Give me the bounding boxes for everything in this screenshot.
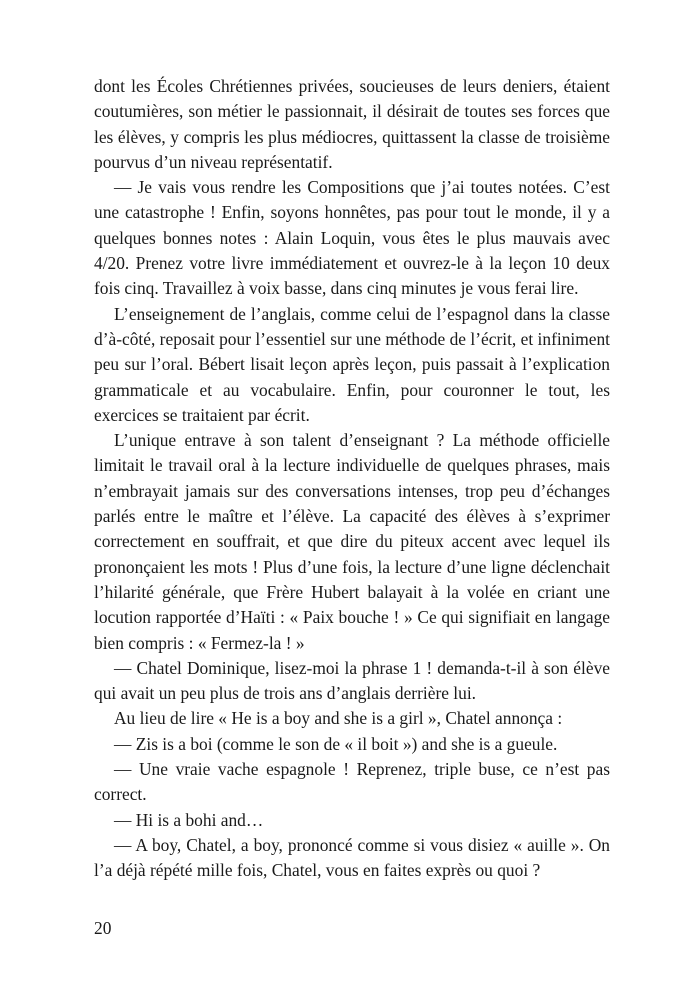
page-body-text: [94, 74, 610, 884]
paragraph-7: — Zis is a boi (comme le son de « il boit ») and she is a gueule.: [114, 733, 558, 754]
paragraph-3: L’enseignement de l’anglais, comme celui de l’espagnol dans la classe d’à-côté, reposait pour l’essentiel sur une méthode de l’écrit, et infiniment peu sur l’oral. Bébert lisait leçon après leçon, puis passait à l’explication grammaticale et au vocabulaire. Enfin, pour couronner le tout, les exercices se traitaient par écrit.: [94, 303, 610, 425]
paragraph-5: — Chatel Dominique, lisez-moi la phrase 1 ! demanda-t-il à son élève qui avait un peu plus de trois ans d’anglais derrière lui.: [94, 657, 610, 704]
paragraph-1: dont les Écoles Chrétiennes privées, soucieuses de leurs deniers, étaient coutumières, son métier le passionnait, il désirait de toutes ses forces que les élèves, y compris les plus médiocres, quittassent la classe de troisième pourvus d’un niveau représentatif.: [94, 76, 610, 172]
paragraph-9: — Hi is a bohi and…: [114, 809, 264, 830]
paragraph-8: — Une vraie vache espagnole ! Reprenez, triple buse, ce n’est pas correct.: [94, 759, 610, 805]
paragraph-2: — Je vais vous rendre les Compositions que j’ai toutes notées. C’est une catastrophe ! Enfin, soyons honnêtes, pas pour tout le monde, il y a quelques bonnes notes : Alain Loquin, vous êtes le plus mauvais avec 4/20. Prenez votre livre immédiatement et ouvrez-le à la leçon 10 deux fois cinq. Travaillez à voix basse, dans cinq minutes je vous ferai lire.: [94, 177, 610, 299]
paragraph-4: L’unique entrave à son talent d’enseignant ? La méthode officielle limitait le travail oral à la lecture individuelle de quelques phrases, mais n’embrayait jamais sur des conversations intenses, trop peu d’échanges parlés entre le maître et l’élève. La capacité des élèves à s’exprimer correctement en souffrait, et que dire du piteux accent avec lequel ils prononçaient les mots ! Plus d’une fois, la lecture d’une ligne déclenchait l’hilarité générale, que Frère Hubert balayait à la volée en criant une locution rapportée d’Haïti : « Paix bouche ! » Ce qui signifiait en langage bien compris : « Fermez-la ! »: [94, 430, 610, 653]
paragraph-6: Au lieu de lire « He is a boy and she is a girl », Chatel annonça :: [114, 708, 563, 729]
page-number: 20: [94, 918, 112, 938]
paragraph-10: — A boy, Chatel, a boy, prononcé comme si vous disiez « auille ». On l’a déjà répété mille fois, Chatel, vous en faites exprès ou quoi ?: [94, 834, 610, 881]
